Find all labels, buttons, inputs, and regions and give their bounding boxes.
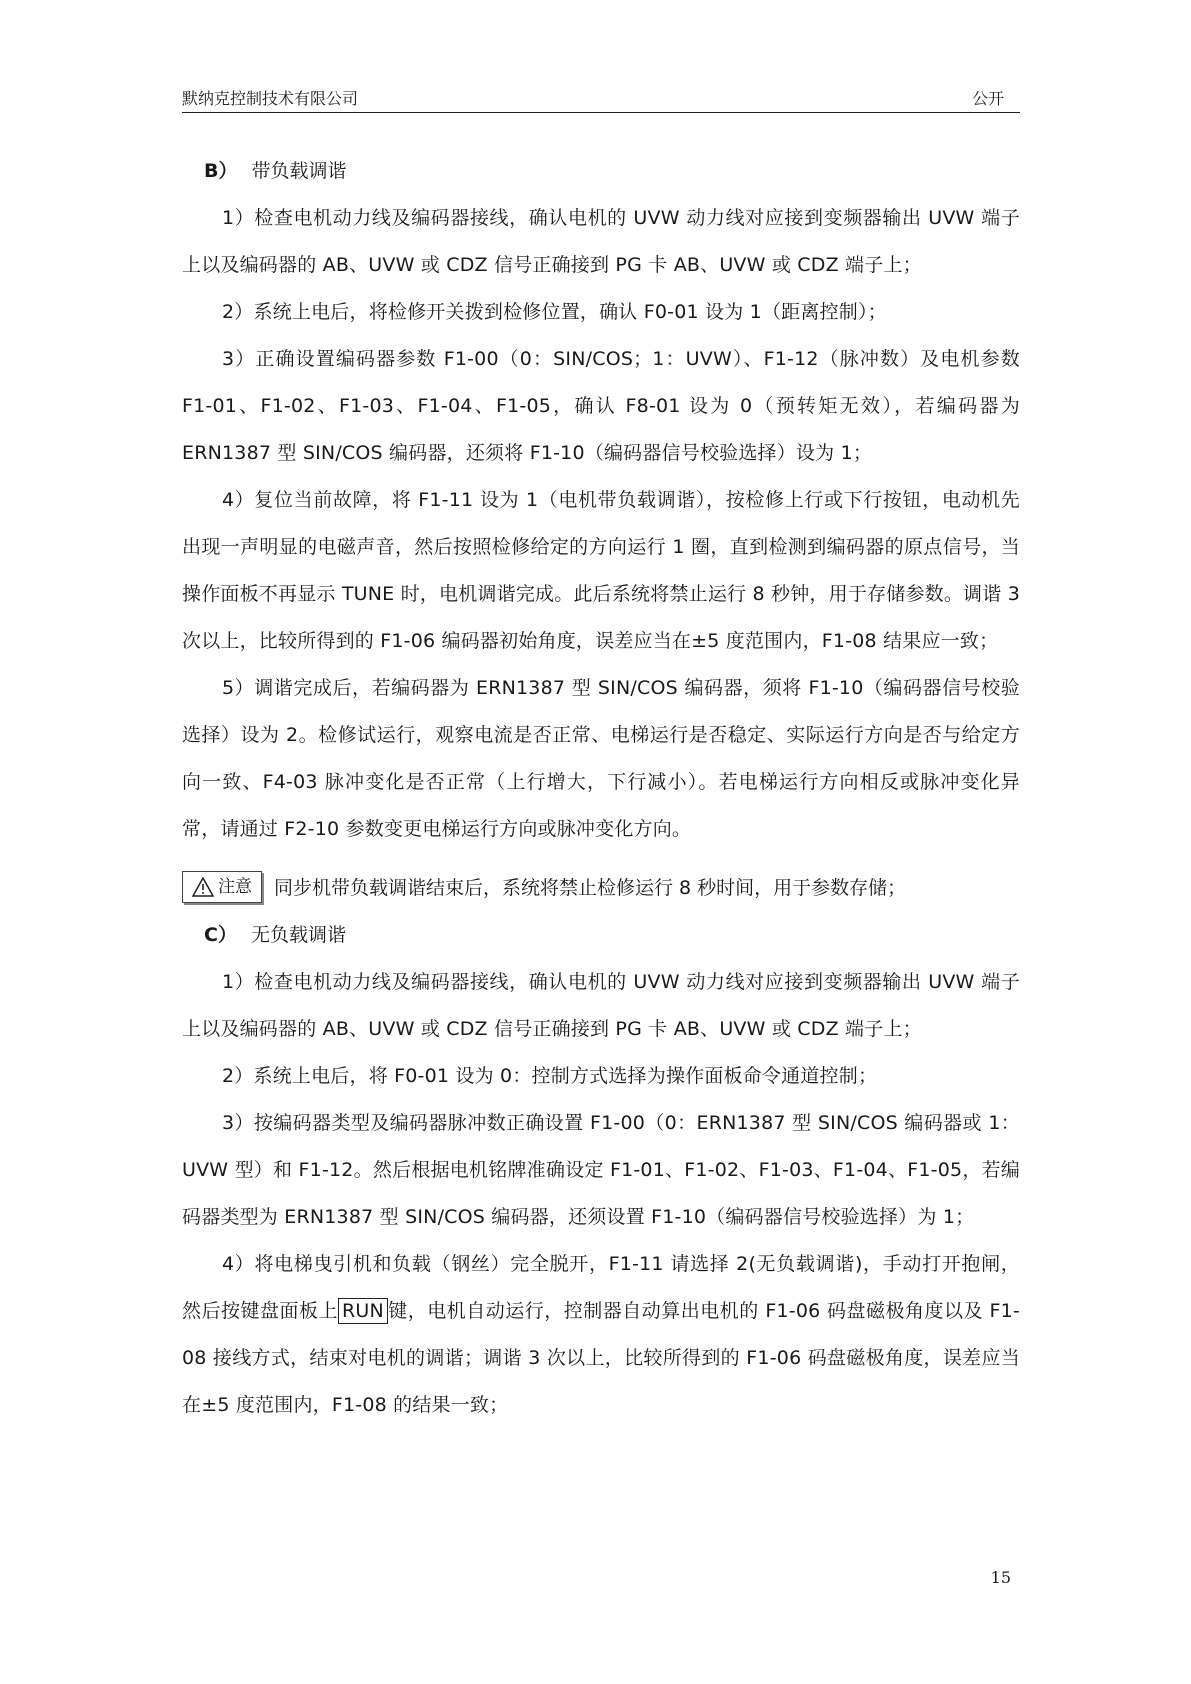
run-key-label: RUN <box>338 1298 388 1324</box>
classification-label: 公开 <box>971 89 1004 108</box>
document-body <box>182 148 1020 1429</box>
section-c-step-2: 2）系统上电后，将 F0-01 设为 0：控制方式选择为操作面板命令通道控制； <box>222 1065 878 1087</box>
note-callout <box>182 865 1020 912</box>
step-4-text-before: 4）将电梯曳引机和负载（钢丝）完全脱开，F1-11 请选择 2(无负载调谐)，手动打开抱闸，然后按键盘面板上 <box>182 1253 1020 1322</box>
warning-triangle-icon <box>192 877 214 897</box>
section-c-title: 无负载调谐 <box>250 924 346 946</box>
section-b-step-3: 3）正确设置编码器参数 F1-00（0：SIN/COS；1：UVW）、F1-12（脉冲数）及电机参数 F1-01、F1-02、F1-03、F1-04、F1-05，确认 F8-01 设为 0（预转矩无效），若编码器为 ERN1387 型 SIN/COS 编码器，还须将 F1-10（编码器信号校验选择）设为 1； <box>182 348 1020 464</box>
note-label: 注意 <box>218 877 252 897</box>
section-c-letter: C） <box>204 924 237 946</box>
section-b-step-4: 4）复位当前故障，将 F1-11 设为 1（电机带负载调谐），按检修上行或下行按钮，电动机先出现一声明显的电磁声音，然后按照检修给定的方向运行 1 圈，直到检测到编码器的原点信号，当操作面板不再显示 TUNE 时，电机调谐完成。此后系统将禁止运行 8 秒钟，用于存储参数。调谐 3 次以上，比较所得到的 F1-06 编码器初始角度，误差应当在±5 度范围内，F1-08 结果应一致； <box>182 489 1020 652</box>
page-header <box>182 82 1020 113</box>
note-text: 同步机带负载调谐结束后，系统将禁止检修运行 8 秒时间，用于参数存储； <box>274 877 907 899</box>
section-b-letter: B） <box>204 160 238 182</box>
section-c-heading <box>182 912 1020 959</box>
section-b-step-2: 2）系统上电后，将检修开关拨到检修位置，确认 F0-01 设为 1（距离控制）； <box>222 301 887 323</box>
note-badge <box>182 871 262 903</box>
page-number: 15 <box>990 1568 1011 1587</box>
section-b-heading <box>182 148 1020 195</box>
step-4-text-after: 键，电机自动运行，控制器自动算出电机的 F1-06 码盘磁极角度以及 F1-08 接线方式，结束对电机的调谐；调谐 3 次以上，比较所得到的 F1-06 码盘磁极角度，误差应当在±5 度范围内，F1-08 的结果一致； <box>182 1300 1020 1416</box>
section-b-step-1: 1）检查电机动力线及编码器接线，确认电机的 UVW 动力线对应接到变频器输出 UVW 端子上以及编码器的 AB、UVW 或 CDZ 信号正确接到 PG 卡 AB、UVW 或 CDZ 端子上； <box>182 207 1020 276</box>
section-c-step-4 <box>182 1241 1020 1429</box>
section-c-step-3: 3）按编码器类型及编码器脉冲数正确设置 F1-00（0：ERN1387 型 SIN/COS 编码器或 1：UVW 型）和 F1-12。然后根据电机铭牌准确设定 F1-01、F1-02、F1-03、F1-04、F1-05，若编码器类型为 ERN1387 型 SIN/COS 编码器，还须设置 F1-10（编码器信号校验选择）为 1； <box>182 1112 1020 1228</box>
company-name: 默纳克控制技术有限公司 <box>182 89 359 108</box>
section-c-step-1: 1）检查电机动力线及编码器接线，确认电机的 UVW 动力线对应接到变频器输出 UVW 端子上以及编码器的 AB、UVW 或 CDZ 信号正确接到 PG 卡 AB、UVW 或 CDZ 端子上； <box>182 971 1020 1040</box>
section-b-title: 带负载调谐 <box>251 160 347 182</box>
section-b-step-5: 5）调谐完成后，若编码器为 ERN1387 型 SIN/COS 编码器，须将 F1-10（编码器信号校验选择）设为 2。检修试运行，观察电流是否正常、电梯运行是否稳定、实际运行方向是否与给定方向一致、F4-03 脉冲变化是否正常（上行增大，下行减小）。若电梯运行方向相反或脉冲变化异常，请通过 F2-10 参数变更电梯运行方向或脉冲变化方向。 <box>182 677 1020 840</box>
